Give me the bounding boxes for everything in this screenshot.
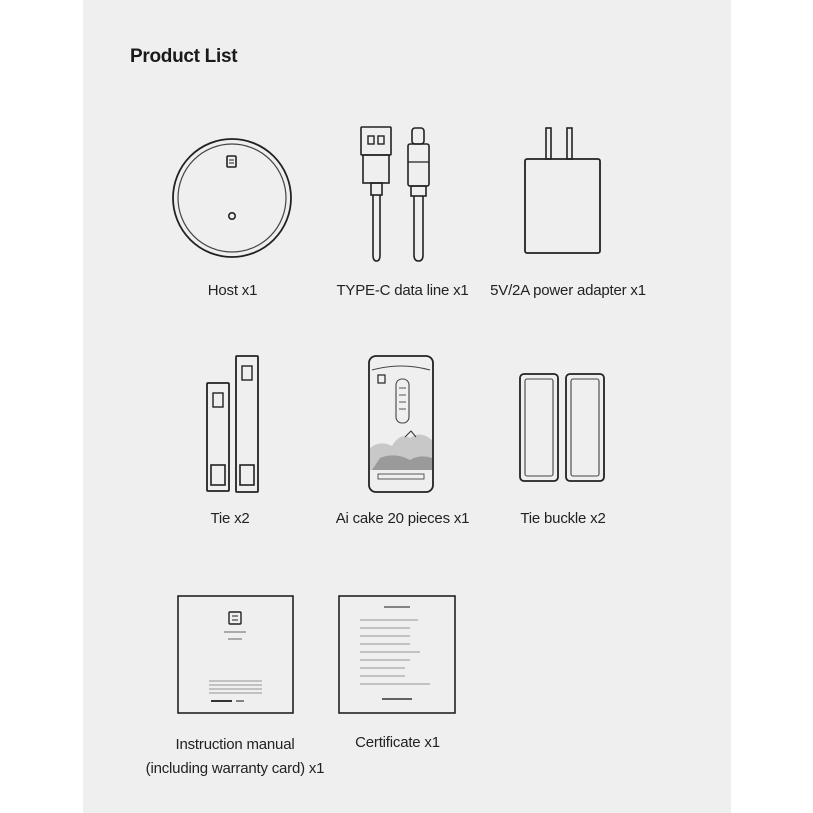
label-certificate: Certificate x1	[355, 734, 440, 751]
label-instruction-manual-line1: Instruction manual	[175, 736, 295, 753]
label-instruction-manual-line2: (including warranty card) x1	[145, 760, 325, 777]
label-power-adapter: 5V/2A power adapter x1	[490, 282, 646, 299]
label-tie-buckle: Tie buckle x2	[520, 510, 606, 527]
label-tie: Tie x2	[210, 510, 250, 527]
label-host: Host x1	[207, 282, 258, 299]
page-title: Product List	[130, 46, 238, 67]
label-ai-cake: Ai cake 20 pieces x1	[335, 510, 470, 527]
label-type-c-cable: TYPE-C data line x1	[336, 282, 469, 299]
